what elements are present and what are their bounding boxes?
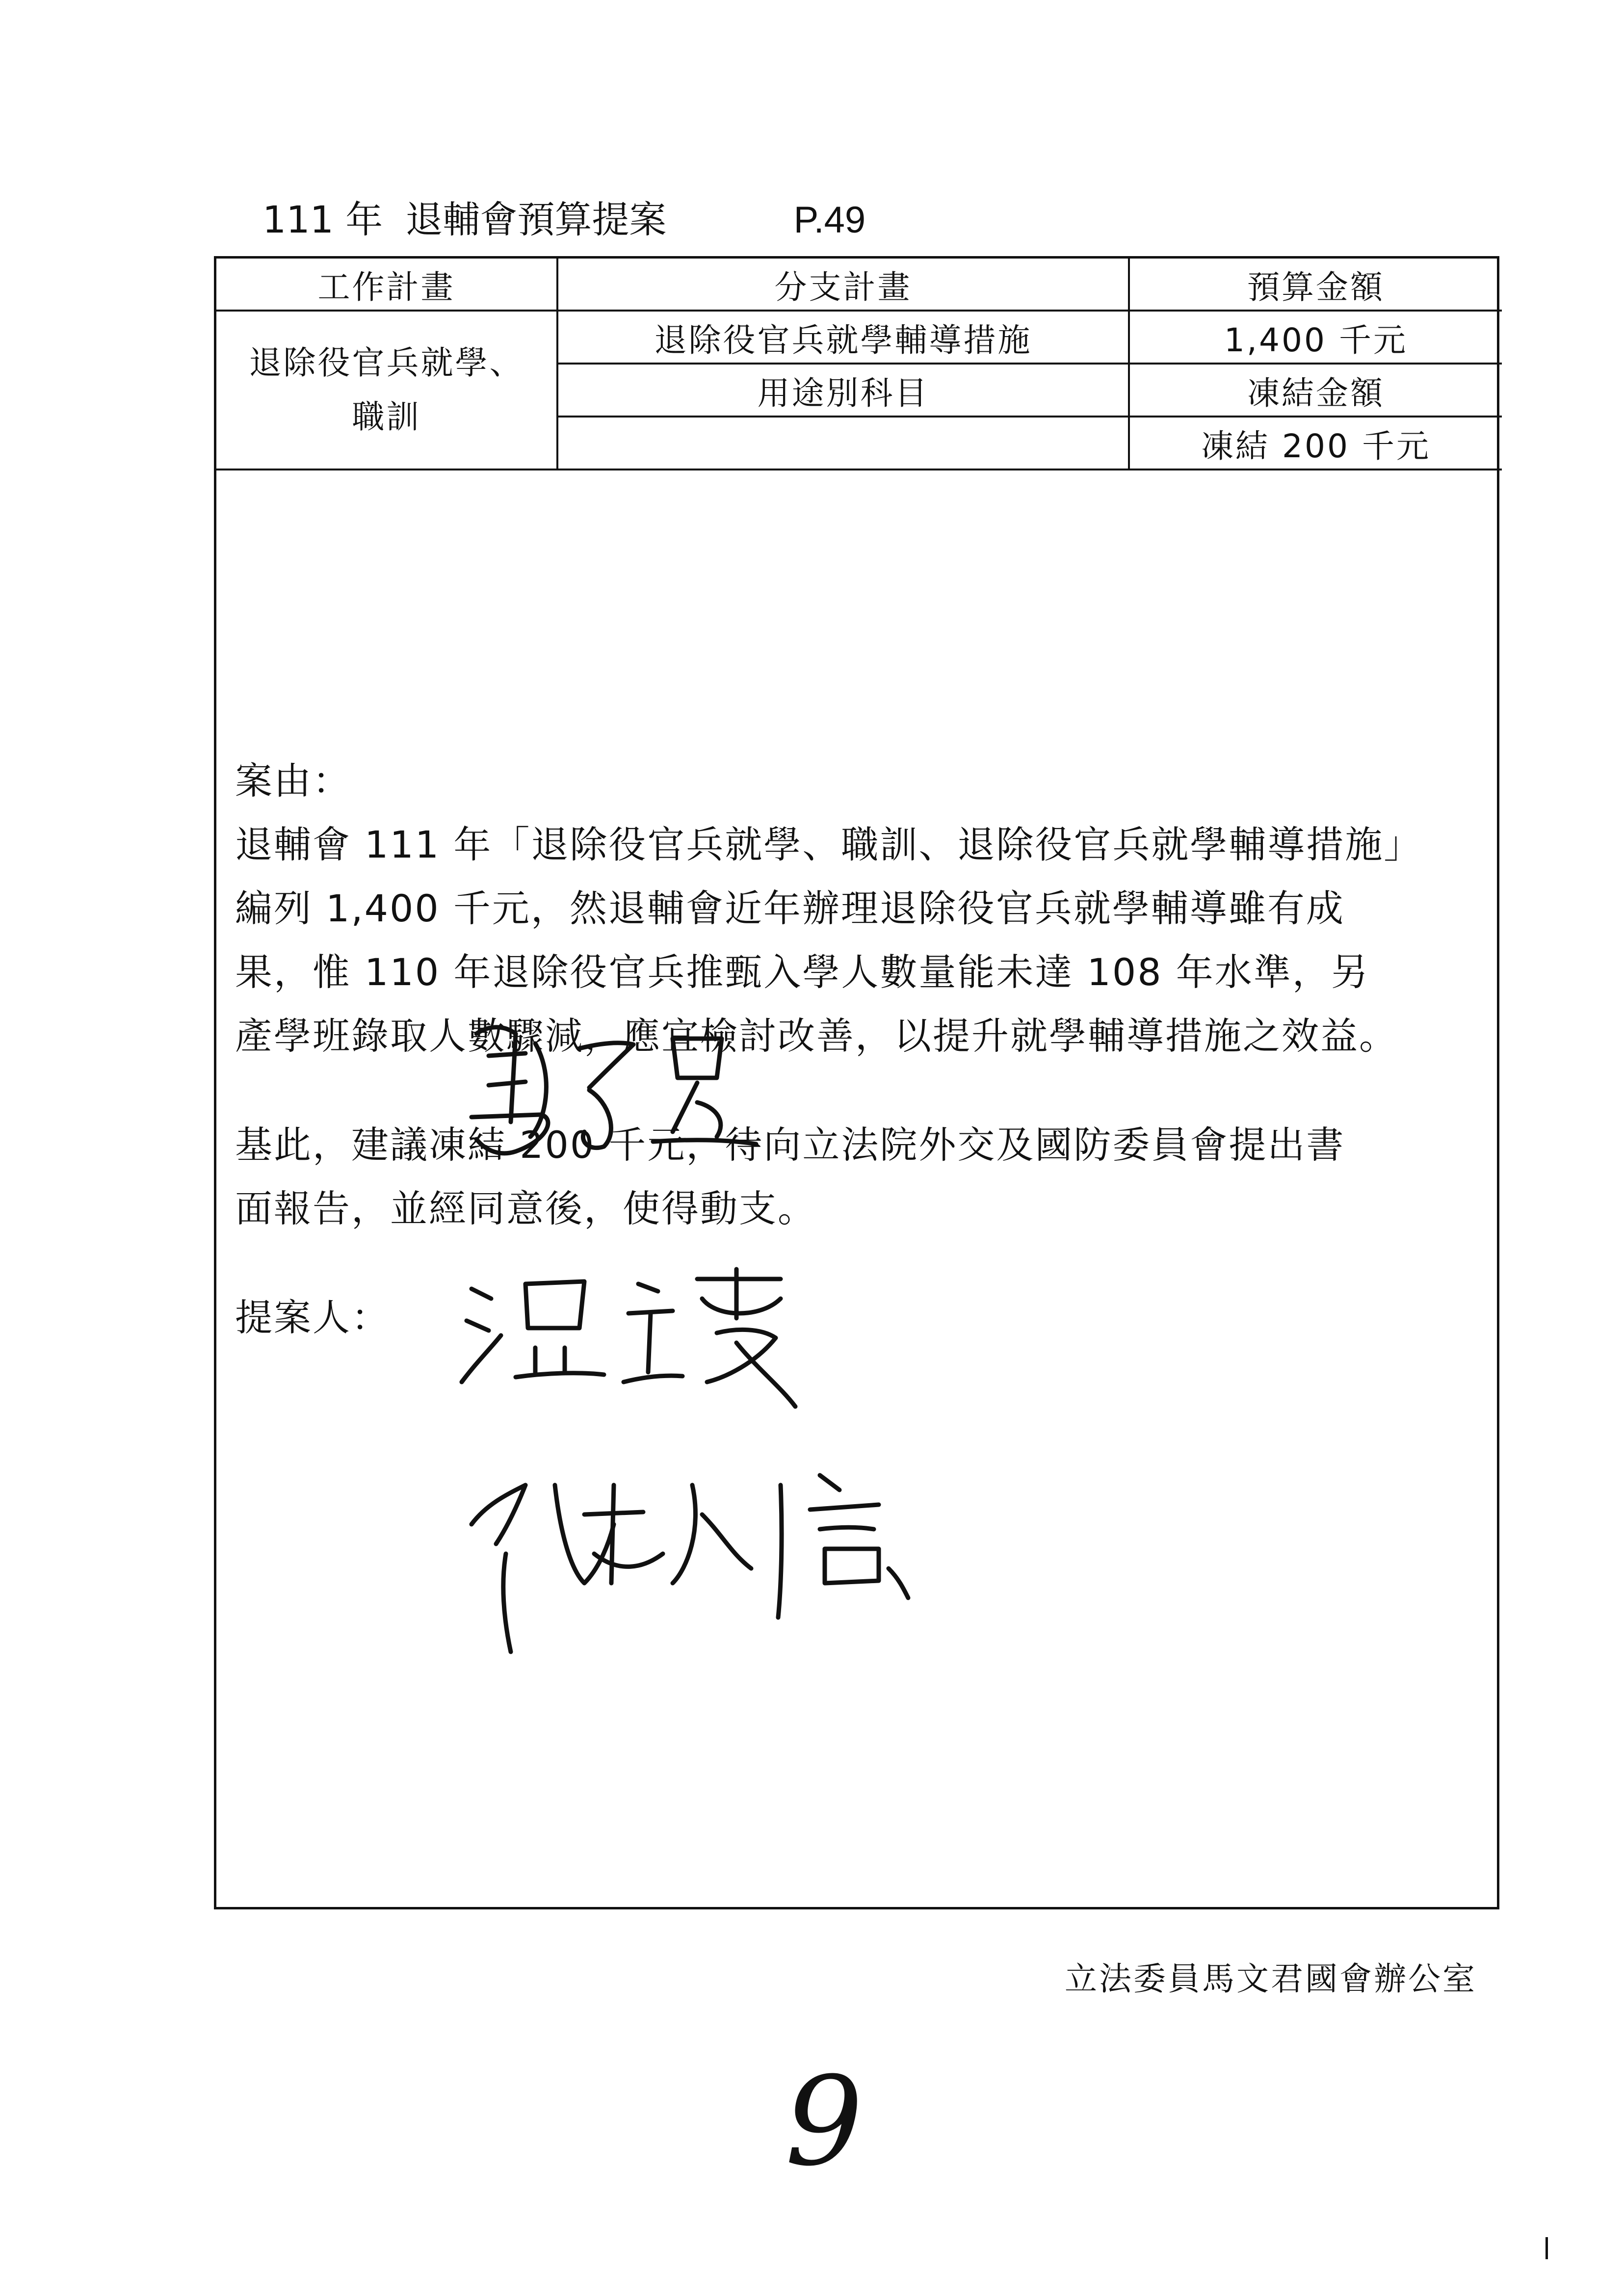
work-plan-line-2: 職訓 [352,398,421,436]
use-category-cell [557,417,1129,470]
header-budget-amount: 預算金額 [1129,259,1502,311]
proposal-frame [214,256,1499,1909]
signature-1 [442,1004,786,1191]
use-category-header: 用途別科目 [557,364,1129,417]
reason-paragraph [235,813,1491,1068]
reason-label: 案由： [235,759,351,803]
signature-2 [442,1250,815,1436]
edge-mark [1545,2237,1548,2259]
header-sub-plan: 分支計畫 [557,259,1129,311]
resolution-line: 面報告，並經同意後，使得動支。 [235,1187,816,1230]
signature-3 [457,1456,947,1681]
resolution-paragraph [235,1113,1491,1241]
header-year: 111 年 [262,198,383,241]
proposal-body [235,749,1491,1350]
reason-line: 編列 1,400 千元，然退輔會近年辦理退除役官兵就學輔導雖有成 [235,887,1345,930]
budget-table [216,259,1502,470]
frozen-amount-header: 凍結金額 [1129,364,1502,417]
header-page-ref: P.49 [793,199,866,241]
frozen-amount-cell: 凍結 200 千元 [1129,417,1502,470]
table-row [216,311,1502,364]
work-plan-cell [216,311,557,470]
budget-amount-cell: 1,400 千元 [1129,311,1502,364]
proposer-label: 提案人： [235,1296,390,1339]
page-number: 9 [785,2050,864,2193]
document-header [262,198,866,241]
sub-plan-cell: 退除役官兵就學輔導措施 [557,311,1129,364]
table-header-row [216,259,1502,311]
header-work-plan: 工作計畫 [216,259,557,311]
resolution-line: 基此，建議凍結 200 千元，待向立法院外交及國防委員會提出書 [235,1123,1345,1167]
header-title: 退輔會預算提案 [405,198,667,241]
office-footer: 立法委員馬文君國會辦公室 [1065,1960,1477,1998]
reason-line: 退輔會 111 年「退除役官兵就學、職訓、退除役官兵就學輔導措施」 [235,823,1423,866]
reason-line: 產學班錄取人數驟減，應宜檢討改善，以提升就學輔導措施之效益。 [235,1014,1398,1058]
reason-line: 果，惟 110 年退除役官兵推甄入學人數量能未達 108 年水準，另 [235,950,1370,994]
work-plan-line-1: 退除役官兵就學、 [249,344,524,382]
